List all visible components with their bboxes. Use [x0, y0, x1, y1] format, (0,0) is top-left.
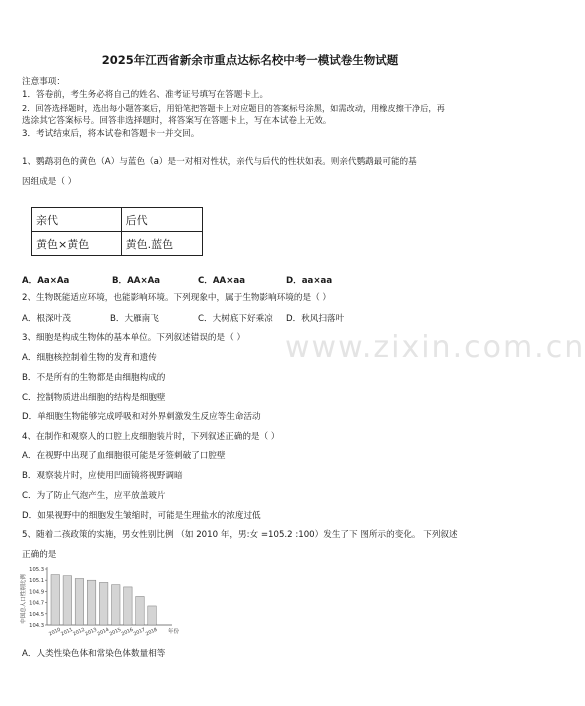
watermark: www.zixin.com.cn	[285, 330, 585, 365]
y-tick-label: 104.5	[29, 611, 44, 618]
x-tick-label: 2011	[60, 627, 74, 638]
notice-heading: 注意事项：	[22, 77, 65, 87]
option-c: C．AA×aa	[198, 276, 246, 286]
table-header-cell: 亲代	[32, 208, 122, 232]
y-tick-label: 104.7	[29, 600, 44, 607]
x-tick-label: 2018	[145, 627, 159, 638]
question-1-stem: 1、鹦鹉羽色的黄色（A）与蓝色（a）是一对相对性状，亲代与后代的性状如表。则亲代鹦鹉最可能的基	[22, 157, 417, 167]
question-5-stem-cont: 正确的是	[22, 550, 57, 560]
y-tick-label: 105.1	[29, 578, 44, 585]
option-b: B．大雁南飞	[110, 314, 159, 324]
x-tick-label: 2017	[133, 627, 147, 638]
option-d: D．秋风扫落叶	[286, 314, 345, 324]
bar	[63, 576, 72, 625]
option-c: C．大树底下好乘凉	[198, 314, 273, 324]
table-cell: 黄色×黄色	[32, 232, 122, 256]
question-5-stem: 5、随着二孩政策的实施，男女性别比例 （如 2010 年，男:女 =105.2 :100）发生了下 图所示的变化。 下列叙述	[22, 530, 458, 540]
notice-item: 选涂其它答案标号。回答非选择题时，将答案写在答题卡上，写在本试卷上无效。	[22, 116, 332, 126]
option-d: D．aa×aa	[286, 276, 333, 286]
y-tick-label: 104.3	[29, 623, 44, 629]
table-header-cell: 后代	[121, 208, 202, 232]
question-1-stem-cont: 因组成是（ ）	[22, 177, 77, 187]
question-3-stem: 3、细胞是构成生物体的基本单位。下列叙述错误的是（ ）	[22, 333, 246, 343]
x-tick-label: 2016	[121, 627, 135, 638]
option-c: C．为了防止气泡产生，应平放盖玻片	[22, 491, 166, 501]
bar	[75, 579, 84, 625]
x-tick-label: 2013	[84, 627, 98, 638]
question-4-stem: 4、在制作和观察人的口腔上皮细胞装片时，下列叙述正确的是（ ）	[22, 432, 280, 442]
bar	[99, 582, 108, 625]
page-title: 2025年江西省新余市重点达标名校中考一模试卷生物试题	[101, 53, 399, 67]
option-d: D．单细胞生物能够完成呼吸和对外界刺激发生反应等生命活动	[22, 412, 261, 422]
y-axis-label: 中国总人口性别比例	[21, 574, 27, 624]
option-a: A．人类性染色体和常染色体数量相等	[22, 649, 166, 659]
y-tick-label: 105.3	[29, 567, 44, 573]
x-tick-label: 2014	[96, 627, 111, 638]
x-tick-label: 2015	[108, 627, 123, 638]
question-2-stem: 2、生物既能适应环境，也能影响环境。下列现象中，属于生物影响环境的是（ ）	[22, 293, 331, 303]
option-c: C．控制物质进出细胞的结构是细胞壁	[22, 393, 166, 403]
option-a: A．根深叶茂	[22, 314, 71, 324]
x-tick-label: 2012	[72, 627, 86, 638]
genotype-table	[31, 207, 203, 256]
bar	[112, 585, 121, 625]
bar	[87, 580, 96, 625]
option-a: A．在视野中出现了血细胞很可能是牙签刺破了口腔壁	[22, 451, 226, 461]
option-b: B．观察装片时，应使用凹面镜将视野调暗	[22, 471, 183, 481]
bar	[148, 606, 157, 625]
bar	[124, 587, 133, 625]
option-b: B．不是所有的生物都是由细胞构成的	[22, 373, 166, 383]
bar	[51, 575, 60, 625]
table-header-row	[32, 208, 203, 232]
y-tick-label: 104.9	[29, 589, 44, 596]
sex-ratio-chart	[20, 563, 190, 643]
option-a: A．Aa×Aa	[22, 276, 70, 286]
option-d: D．如果视野中的细胞发生皱缩时，可能是生理盐水的浓度过低	[22, 511, 261, 521]
notice-item: 3．考试结束后，将本试卷和答题卡一并交回。	[22, 129, 200, 139]
notice-item: 2．回答选择题时，选出每小题答案后，用铅笔把答题卡上对应题目的答案标号涂黑，如需改动，用橡皮擦干净后，再	[22, 103, 445, 113]
notice-item: 1．答卷前，考生务必将自己的姓名、准考证号填写在答题卡上。	[22, 90, 269, 100]
x-tick-label: 2010	[48, 627, 62, 638]
table-cell: 黄色.蓝色	[121, 232, 202, 256]
option-a: A．细胞核控制着生物的发育和遗传	[22, 353, 157, 363]
x-axis-label: 年份	[168, 629, 180, 635]
option-b: B．AA×Aa	[112, 276, 161, 286]
table-row	[32, 232, 203, 256]
bar	[136, 596, 145, 625]
